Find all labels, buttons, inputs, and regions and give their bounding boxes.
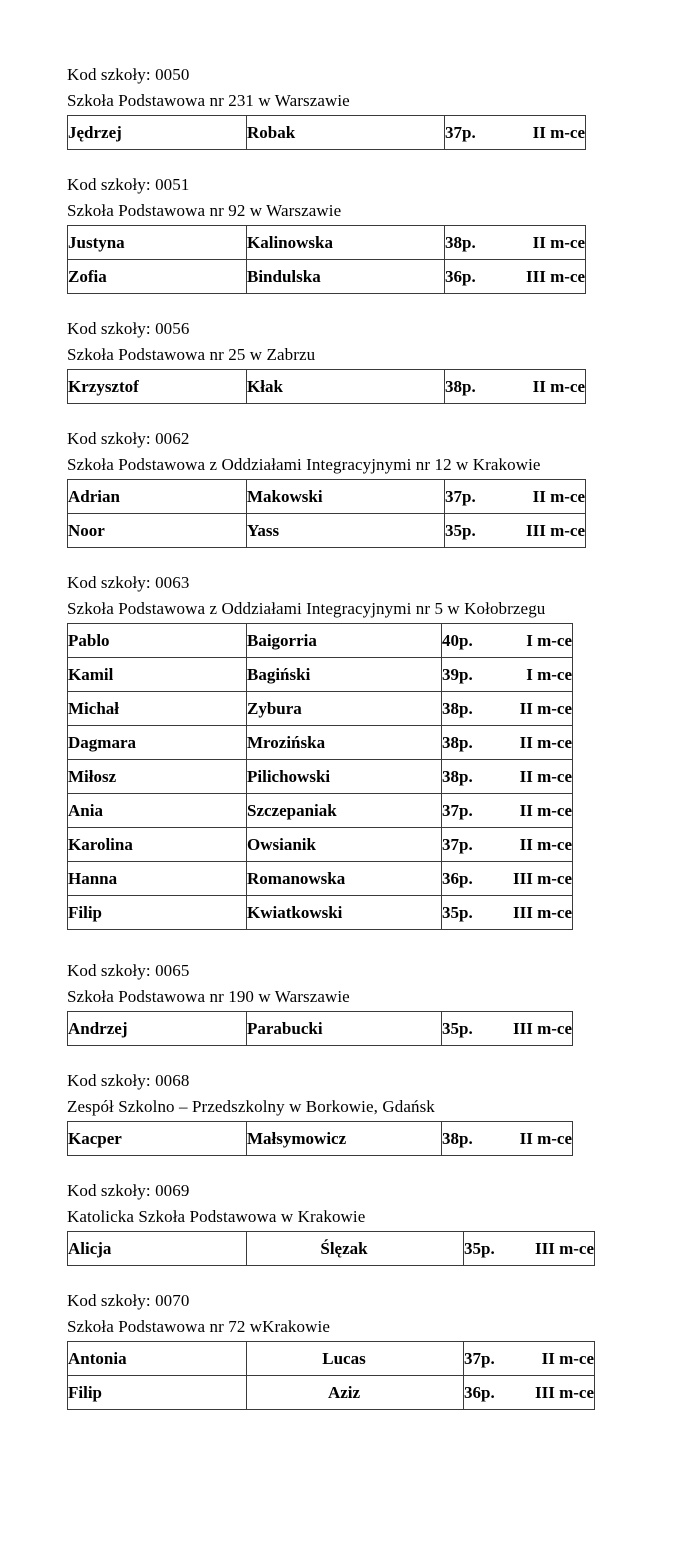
first-name-cell: Adrian: [68, 480, 247, 514]
results-table: [67, 1231, 595, 1266]
points-value: 38p.: [445, 376, 476, 396]
school-block: [67, 426, 693, 548]
school-code-label: Kod szkoły: 0062: [67, 429, 190, 448]
school-code-label: Kod szkoły: 0065: [67, 961, 190, 980]
place-value: III m-ce: [525, 520, 585, 540]
points-value: 38p.: [442, 732, 473, 752]
place-value: II m-ce: [519, 834, 572, 854]
last-name-cell: Mrozińska: [247, 726, 442, 760]
score-wrapper: [442, 801, 572, 821]
last-name-cell: Kwiatkowski: [247, 896, 442, 930]
score-wrapper: [442, 869, 572, 889]
points-value: 37p.: [464, 1348, 495, 1368]
results-table: [67, 225, 586, 294]
results-table: [67, 1011, 573, 1046]
school-code-label: Kod szkoły: 0063: [67, 573, 190, 592]
results-table: [67, 369, 586, 404]
points-value: 40p.: [442, 630, 473, 650]
table-row: [68, 480, 586, 514]
school-name-label: Szkoła Podstawowa z Oddziałami Integracyjnymi nr 5 w Kołobrzegu: [67, 599, 546, 618]
points-value: 39p.: [442, 664, 473, 684]
table-row: [68, 370, 586, 404]
score-cell: [445, 260, 586, 294]
score-wrapper: [464, 1349, 594, 1369]
last-name-cell: Małsymowicz: [247, 1122, 442, 1156]
school-code-label: Kod szkoły: 0069: [67, 1181, 190, 1200]
score-wrapper: [442, 665, 572, 685]
points-value: 37p.: [445, 122, 476, 142]
results-table: [67, 115, 586, 150]
points-value: 38p.: [442, 1128, 473, 1148]
first-name-cell: Karolina: [68, 828, 247, 862]
first-name-cell: Jędrzej: [68, 116, 247, 150]
school-name-label: Szkoła Podstawowa nr 190 w Warszawie: [67, 987, 350, 1006]
score-cell: [442, 624, 573, 658]
points-value: 37p.: [445, 486, 476, 506]
school-block: [67, 1068, 693, 1156]
score-cell: [442, 726, 573, 760]
place-value: III m-ce: [525, 266, 585, 286]
score-cell: [445, 370, 586, 404]
last-name-cell: Owsianik: [247, 828, 442, 862]
results-list: [67, 62, 693, 1432]
last-name-cell: Pilichowski: [247, 760, 442, 794]
place-value: I m-ce: [526, 664, 572, 684]
score-wrapper: [445, 487, 585, 507]
score-cell: [442, 658, 573, 692]
score-wrapper: [442, 631, 572, 651]
place-value: III m-ce: [512, 902, 572, 922]
first-name-cell: Ania: [68, 794, 247, 828]
score-wrapper: [442, 699, 572, 719]
school-name-label: Szkoła Podstawowa nr 92 w Warszawie: [67, 201, 342, 220]
score-wrapper: [445, 233, 585, 253]
results-table: [67, 479, 586, 548]
table-row: [68, 658, 573, 692]
table-row: [68, 760, 573, 794]
place-value: II m-ce: [519, 732, 572, 752]
table-row: [68, 828, 573, 862]
last-name-cell: Romanowska: [247, 862, 442, 896]
score-cell: [442, 1122, 573, 1156]
last-name-cell: Baigorria: [247, 624, 442, 658]
table-row: [68, 896, 573, 930]
school-block: [67, 958, 693, 1046]
first-name-cell: Filip: [68, 896, 247, 930]
results-table: [67, 623, 573, 930]
school-name-label: Szkoła Podstawowa z Oddziałami Integracyjnymi nr 12 w Krakowie: [67, 455, 541, 474]
first-name-cell: Antonia: [68, 1342, 247, 1376]
school-block: [67, 172, 693, 294]
score-cell: [445, 116, 586, 150]
school-block: [67, 62, 693, 150]
last-name-cell: Lucas: [247, 1342, 464, 1376]
school-block: [67, 1178, 693, 1266]
last-name-cell: Kłak: [247, 370, 445, 404]
score-wrapper: [442, 733, 572, 753]
results-table: [67, 1121, 573, 1156]
score-cell: [464, 1232, 595, 1266]
score-cell: [442, 862, 573, 896]
place-value: II m-ce: [519, 698, 572, 718]
school-name-label: Szkoła Podstawowa nr 231 w Warszawie: [67, 91, 350, 110]
place-value: II m-ce: [541, 1348, 594, 1368]
score-wrapper: [442, 1019, 572, 1039]
school-name-label: Katolicka Szkoła Podstawowa w Krakowie: [67, 1207, 366, 1226]
score-cell: [445, 226, 586, 260]
last-name-cell: Aziz: [247, 1376, 464, 1410]
school-block: [67, 570, 693, 930]
first-name-cell: Zofia: [68, 260, 247, 294]
first-name-cell: Miłosz: [68, 760, 247, 794]
table-row: [68, 794, 573, 828]
table-row: [68, 1232, 595, 1266]
points-value: 35p.: [442, 1018, 473, 1038]
place-value: II m-ce: [532, 122, 585, 142]
results-table: [67, 1341, 595, 1410]
points-value: 36p.: [442, 868, 473, 888]
table-row: [68, 1376, 595, 1410]
school-code-label: Kod szkoły: 0068: [67, 1071, 190, 1090]
last-name-cell: Makowski: [247, 480, 445, 514]
score-cell: [464, 1342, 595, 1376]
score-cell: [442, 896, 573, 930]
school-block: [67, 316, 693, 404]
first-name-cell: Michał: [68, 692, 247, 726]
last-name-cell: Yass: [247, 514, 445, 548]
last-name-cell: Ślęzak: [247, 1232, 464, 1266]
school-block: [67, 1288, 693, 1410]
points-value: 35p.: [445, 520, 476, 540]
score-wrapper: [464, 1239, 594, 1259]
score-wrapper: [445, 521, 585, 541]
points-value: 37p.: [442, 800, 473, 820]
score-cell: [442, 828, 573, 862]
points-value: 35p.: [464, 1238, 495, 1258]
place-value: II m-ce: [519, 800, 572, 820]
table-row: [68, 514, 586, 548]
place-value: II m-ce: [519, 1128, 572, 1148]
table-row: [68, 226, 586, 260]
points-value: 37p.: [442, 834, 473, 854]
table-row: [68, 1342, 595, 1376]
last-name-cell: Zybura: [247, 692, 442, 726]
score-wrapper: [445, 267, 585, 287]
first-name-cell: Noor: [68, 514, 247, 548]
first-name-cell: Krzysztof: [68, 370, 247, 404]
score-wrapper: [445, 123, 585, 143]
place-value: III m-ce: [512, 1018, 572, 1038]
table-row: [68, 726, 573, 760]
table-row: [68, 862, 573, 896]
last-name-cell: Kalinowska: [247, 226, 445, 260]
points-value: 38p.: [442, 698, 473, 718]
score-wrapper: [442, 835, 572, 855]
table-row: [68, 1122, 573, 1156]
school-code-label: Kod szkoły: 0056: [67, 319, 190, 338]
last-name-cell: Bindulska: [247, 260, 445, 294]
last-name-cell: Szczepaniak: [247, 794, 442, 828]
score-cell: [464, 1376, 595, 1410]
first-name-cell: Pablo: [68, 624, 247, 658]
place-value: I m-ce: [526, 630, 572, 650]
school-name-label: Szkoła Podstawowa nr 25 w Zabrzu: [67, 345, 316, 364]
points-value: 38p.: [445, 232, 476, 252]
place-value: III m-ce: [534, 1238, 594, 1258]
score-cell: [442, 760, 573, 794]
score-cell: [445, 480, 586, 514]
points-value: 36p.: [445, 266, 476, 286]
place-value: II m-ce: [532, 376, 585, 396]
table-row: [68, 1012, 573, 1046]
table-row: [68, 692, 573, 726]
score-wrapper: [445, 377, 585, 397]
school-name-label: Szkoła Podstawowa nr 72 wKrakowie: [67, 1317, 330, 1336]
score-wrapper: [442, 903, 572, 923]
place-value: II m-ce: [532, 232, 585, 252]
first-name-cell: Filip: [68, 1376, 247, 1410]
points-value: 38p.: [442, 766, 473, 786]
first-name-cell: Kamil: [68, 658, 247, 692]
last-name-cell: Bagiński: [247, 658, 442, 692]
last-name-cell: Parabucki: [247, 1012, 442, 1046]
points-value: 35p.: [442, 902, 473, 922]
first-name-cell: Alicja: [68, 1232, 247, 1266]
place-value: III m-ce: [534, 1382, 594, 1402]
points-value: 36p.: [464, 1382, 495, 1402]
score-wrapper: [464, 1383, 594, 1403]
school-name-label: Zespół Szkolno – Przedszkolny w Borkowie, Gdańsk: [67, 1097, 435, 1116]
school-code-label: Kod szkoły: 0070: [67, 1291, 190, 1310]
place-value: II m-ce: [532, 486, 585, 506]
school-code-label: Kod szkoły: 0050: [67, 65, 190, 84]
score-cell: [442, 794, 573, 828]
school-code-label: Kod szkoły: 0051: [67, 175, 190, 194]
score-cell: [442, 1012, 573, 1046]
table-row: [68, 260, 586, 294]
score-cell: [442, 692, 573, 726]
place-value: II m-ce: [519, 766, 572, 786]
first-name-cell: Dagmara: [68, 726, 247, 760]
score-wrapper: [442, 767, 572, 787]
first-name-cell: Justyna: [68, 226, 247, 260]
score-wrapper: [442, 1129, 572, 1149]
first-name-cell: Kacper: [68, 1122, 247, 1156]
table-row: [68, 116, 586, 150]
first-name-cell: Hanna: [68, 862, 247, 896]
table-row: [68, 624, 573, 658]
place-value: III m-ce: [512, 868, 572, 888]
last-name-cell: Robak: [247, 116, 445, 150]
score-cell: [445, 514, 586, 548]
first-name-cell: Andrzej: [68, 1012, 247, 1046]
